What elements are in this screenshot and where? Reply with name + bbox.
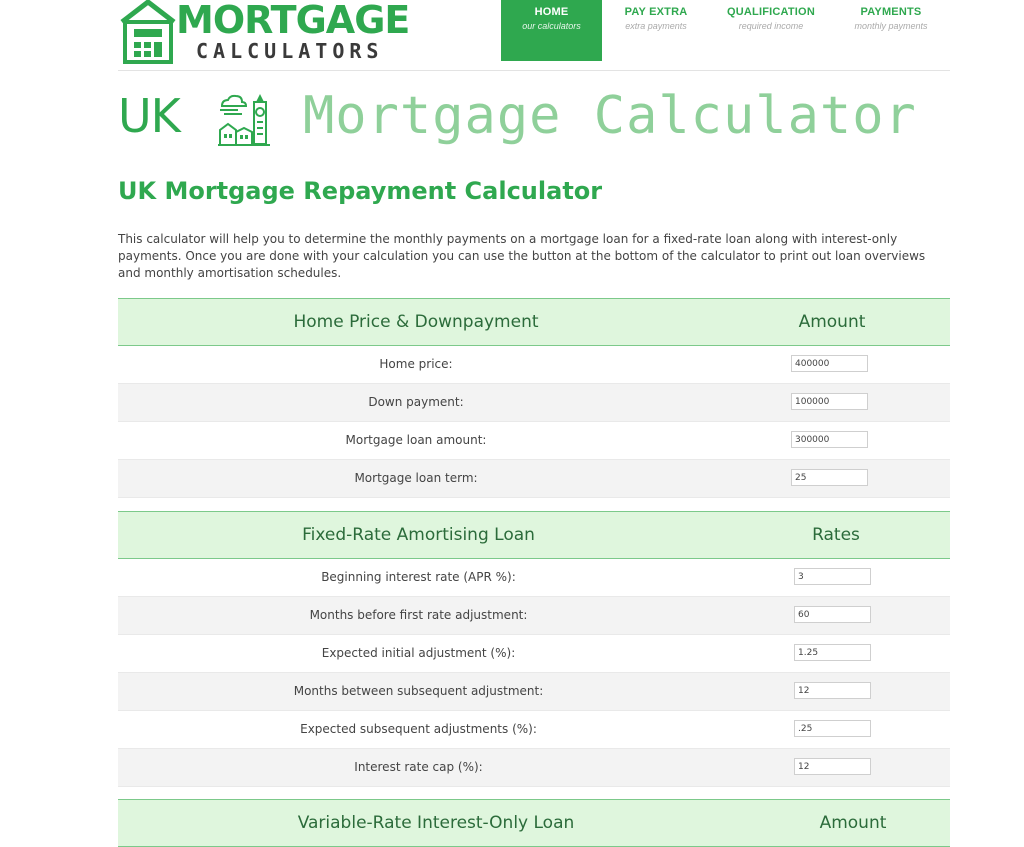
row-months-before-adjustment <box>118 597 950 635</box>
variable-rate-section <box>118 799 950 847</box>
loan-term-input[interactable] <box>791 469 868 486</box>
row-initial-adjustment <box>118 635 950 673</box>
row-down-payment <box>118 384 950 422</box>
row-label: Mortgage loan amount: <box>345 433 487 447</box>
down-payment-input[interactable] <box>791 393 868 410</box>
site-header <box>118 0 950 71</box>
nav-pay-extra[interactable] <box>606 0 706 61</box>
nav-pay-extra-subtitle: extra payments <box>625 21 687 31</box>
row-label: Down payment: <box>368 395 464 409</box>
row-beginning-rate <box>118 559 950 597</box>
section-header <box>118 511 950 559</box>
row-label: Expected initial adjustment (%): <box>321 646 516 660</box>
intro-paragraph: This calculator will help you to determine the monthly payments on a mortgage loan for a fixed-rate loan along with interest-only payments. Once you are done with your calculation you can use the button at the bottom of the calculator to print out loan overviews and monthly amortisation schedules. <box>118 232 926 280</box>
row-home-price <box>118 346 950 384</box>
row-mortgage-loan-term <box>118 460 950 498</box>
subsequent-adjustments-input[interactable] <box>794 720 871 737</box>
banner-title: Mortgage Calculator <box>303 86 917 146</box>
nav-payments-label: PAYMENTS <box>860 6 922 18</box>
logo-wordmark-top: MORTGAGE <box>176 0 410 42</box>
nav-qualification-subtitle: required income <box>738 21 804 31</box>
nav-payments[interactable] <box>841 0 941 61</box>
row-months-between-adjustments <box>118 673 950 711</box>
row-label: Expected subsequent adjustments (%): <box>300 722 537 736</box>
banner-uk-text: UK <box>118 89 180 143</box>
section-title: Home Price & Downpayment <box>293 312 539 332</box>
initial-adjustment-input[interactable] <box>794 644 871 661</box>
section-title: Variable-Rate Interest-Only Loan <box>297 813 575 833</box>
fixed-rate-section <box>118 511 950 787</box>
beginning-rate-input[interactable] <box>794 568 871 585</box>
row-label: Mortgage loan term: <box>354 471 478 485</box>
row-label: Home price: <box>379 357 453 371</box>
site-logo[interactable] <box>118 0 410 68</box>
nav-qualification-label: QUALIFICATION <box>727 6 815 18</box>
column-header: Amount <box>798 312 866 332</box>
section-title: Fixed-Rate Amortising Loan <box>302 525 535 545</box>
row-label: Months before first rate adjustment: <box>309 608 528 622</box>
row-mortgage-loan-amount <box>118 422 950 460</box>
london-big-ben-icon <box>216 92 276 148</box>
column-header: Amount <box>819 813 887 833</box>
row-interest-rate-cap <box>118 749 950 787</box>
nav-home[interactable] <box>501 0 602 61</box>
page-banner <box>118 84 958 152</box>
section-header <box>118 799 950 847</box>
nav-payments-subtitle: monthly payments <box>854 21 928 31</box>
home-price-section <box>118 298 950 498</box>
loan-amount-input[interactable] <box>791 431 868 448</box>
row-label: Months between subsequent adjustment: <box>293 684 544 698</box>
column-header: Rates <box>812 525 860 545</box>
logo-wordmark-bottom: CALCULATORS <box>196 39 384 63</box>
months-before-adjustment-input[interactable] <box>794 606 871 623</box>
nav-home-subtitle: our calculators <box>522 21 581 31</box>
page-title: UK Mortgage Repayment Calculator <box>118 177 603 205</box>
months-between-adjustments-input[interactable] <box>794 682 871 699</box>
house-calculator-icon <box>118 0 178 66</box>
nav-home-label: HOME <box>534 6 569 18</box>
section-header <box>118 298 950 346</box>
row-label: Beginning interest rate (APR %): <box>321 570 516 584</box>
interest-rate-cap-input[interactable] <box>794 758 871 775</box>
home-price-input[interactable] <box>791 355 868 372</box>
nav-qualification[interactable] <box>719 0 823 61</box>
row-subsequent-adjustments <box>118 711 950 749</box>
row-label: Interest rate cap (%): <box>354 760 483 774</box>
nav-pay-extra-label: PAY EXTRA <box>624 6 688 18</box>
